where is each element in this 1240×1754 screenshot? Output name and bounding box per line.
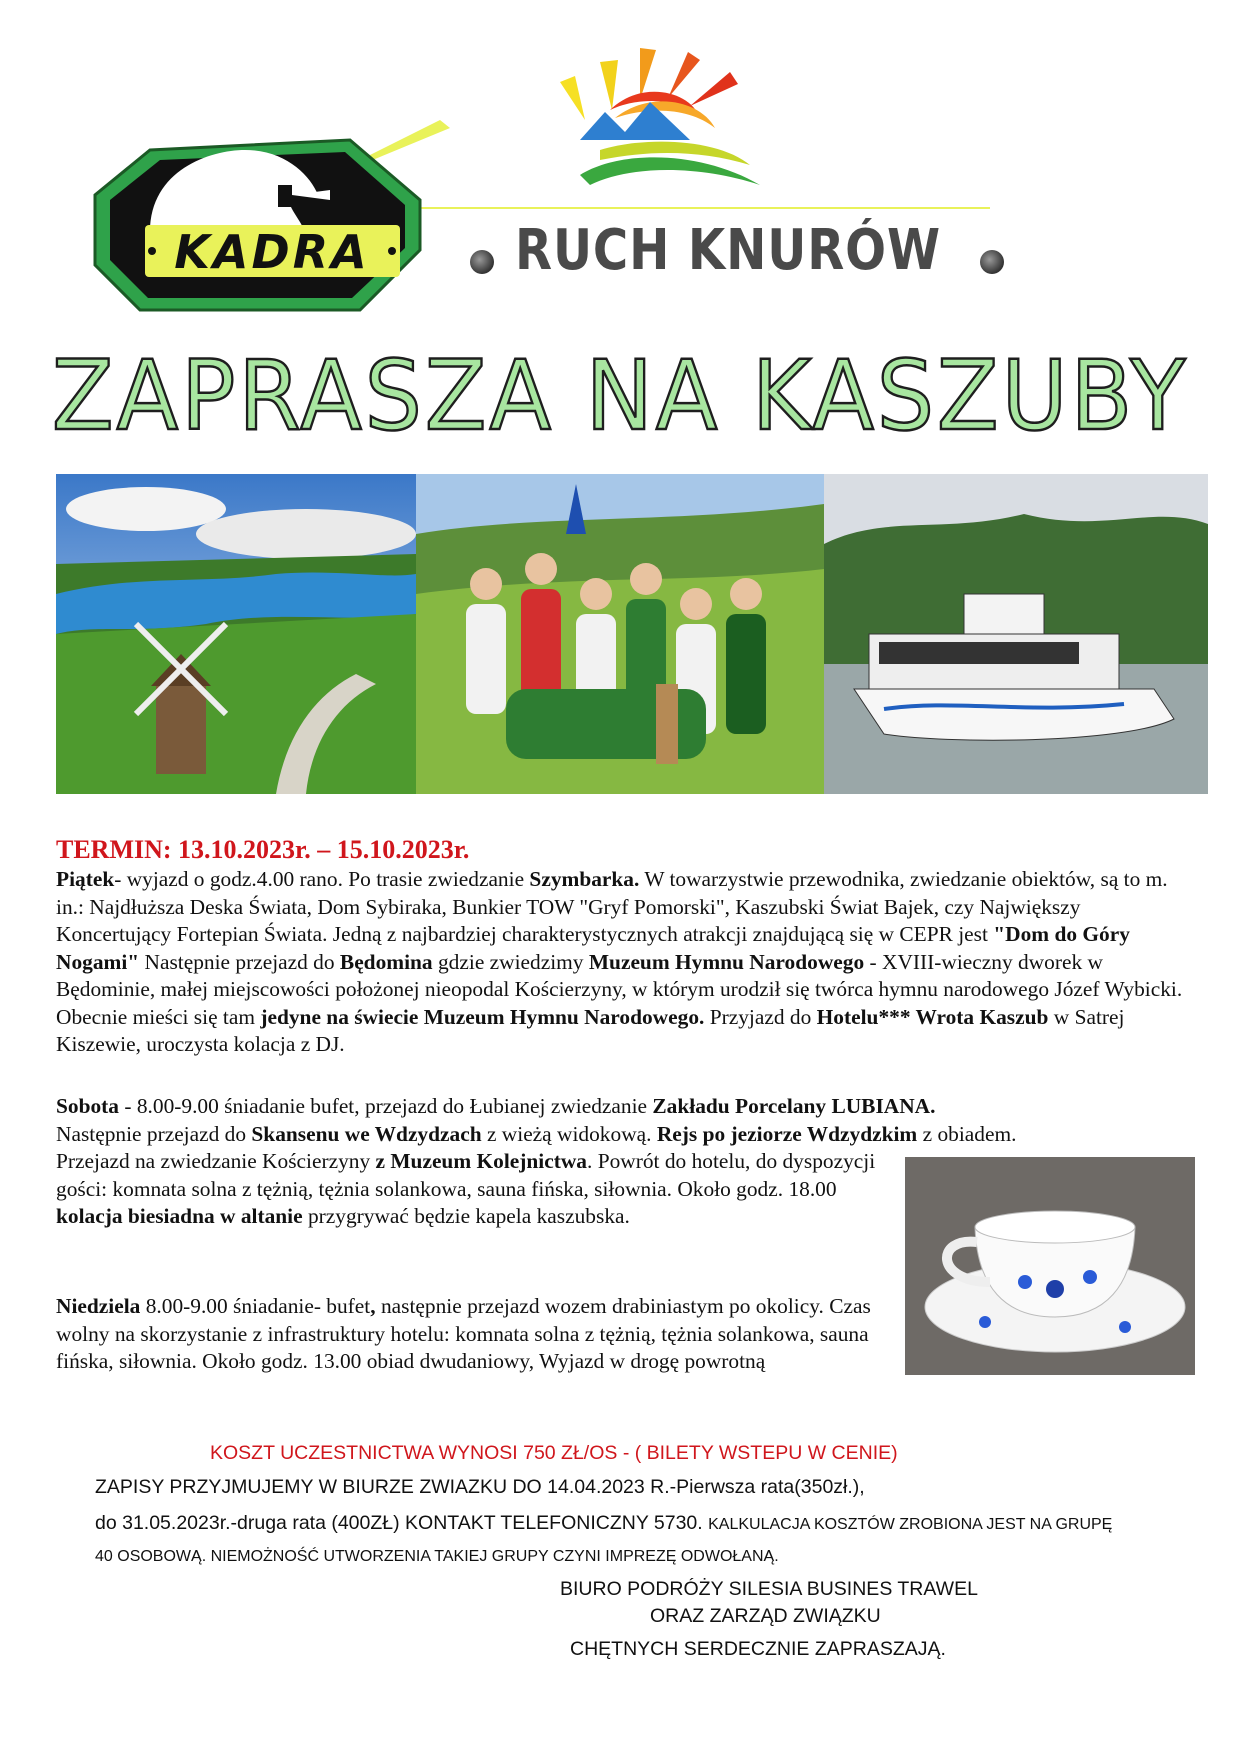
organization-name: RUCH KNURÓW [515, 218, 941, 283]
porcelain-cup-photo [905, 1157, 1195, 1375]
day-label: Sobota [56, 1094, 120, 1118]
highlight: Będomina [339, 949, 433, 974]
text: następnie przejazd wozem drabiniastym po okolicy. Czas wolny na skorzystanie z infrastruktury hotelu: komnata solna z tężnią, tężnia solankowa, sauna fińska, siłownia. Około godz. 13.00 obiad dwudaniowy, Wyjazd w drogę powrotną [56, 1294, 871, 1373]
text: z wieżą widokową. [481, 1121, 657, 1146]
main-heading: ZAPRASZA NA KASZUBY [51, 340, 1189, 452]
signature-line3: CHĘTNYCH SERDECZNIE ZAPRASZAJĄ. [570, 1638, 946, 1660]
text: gdzie zwiedzimy [432, 949, 589, 974]
day-label: Niedziela [56, 1294, 141, 1318]
saturday-paragraph-top [56, 1093, 1186, 1148]
text: z obiadem. [917, 1121, 1017, 1146]
day-label: Piątek [56, 867, 115, 891]
signature-line1: BIURO PODRÓŻY SILESIA BUSINES TRAWEL [560, 1578, 978, 1600]
signup-info-line2 [95, 1512, 1112, 1535]
text: 8.00-9.00 śniadanie- bufet [140, 1294, 371, 1318]
highlight: Hotelu*** Wrota Kaszub [816, 1004, 1049, 1029]
friday-paragraph [56, 866, 1186, 1059]
highlight: Szymbarka. [529, 867, 640, 891]
highlight: "Dom do Góry Nogami" [56, 922, 1130, 974]
saturday-paragraph-bottom [56, 1148, 876, 1231]
text: Przejazd na zwiedzanie Kościerzyny [56, 1149, 376, 1173]
highlight: , [370, 1294, 376, 1318]
signup-info-line1: ZAPISY PRZYJMUJEMY W BIURZE ZWIAZKU DO 14.04.2023 R.-Pierwsza rata(350zł.), [95, 1476, 865, 1498]
text: - wyjazd o godz.4.00 rano. Po trasie zwiedzanie [114, 867, 530, 891]
sunday-paragraph [56, 1293, 876, 1376]
highlight: Muzeum Hymnu Narodowego [588, 949, 865, 974]
electric-boat-photo [824, 474, 1208, 794]
text: KALKULACJA KOSZTÓW ZROBIONA JEST NA GRUPĘ [708, 1516, 1113, 1533]
highlight: Skansenu we Wdzydzach [251, 1121, 482, 1146]
highlight: z Muzeum Kolejnictwa [375, 1149, 587, 1173]
signup-info-line3: 40 OSOBOWĄ. NIEMOŻNOŚĆ UTWORZENIA TAKIEJ GRUPY CZYNI IMPREZĘ ODWOŁANĄ. [95, 1548, 779, 1565]
highlight: kolacja biesiadna w altanie [56, 1204, 303, 1228]
kadra-logo [0, 0, 1240, 340]
trip-dates: TERMIN: 13.10.2023r. – 15.10.2023r. [56, 835, 470, 864]
left-dot-icon [470, 250, 494, 274]
highlight: Rejs po jeziorze Wdzydzkim [656, 1121, 918, 1146]
text: Następnie przejazd do [139, 949, 340, 974]
signature-line2: ORAZ ZARZĄD ZWIĄZKU [650, 1605, 881, 1627]
text: W towarzystwie przewodnika, zwiedzanie obiektów, są to m. in.: Najdłuższa Deska Świata, Dom Sybiraka, Bunkier TOW "Gryf Pomorski", Kaszubski Świat Bajek, czy Największy Koncertujący Fortepian Świata. Jedną z najbardziej charakterystycznych atrakcji znajdującą się w CEPR jest [56, 867, 1168, 946]
text: Przyjazd do [704, 1004, 817, 1029]
highlight: jedyne na świecie Muzeum Hymnu Narodowego. [260, 1004, 705, 1029]
header-logo-area [0, 0, 1240, 340]
highlight: Zakładu Porcelany LUBIANA. [652, 1094, 936, 1118]
lake-windmill-photo [56, 474, 416, 794]
right-dot-icon [980, 250, 1004, 274]
folk-costume-group-photo [416, 474, 824, 794]
text: - 8.00-9.00 śniadanie bufet, przejazd do Łubianej zwiedzanie [119, 1094, 653, 1118]
text: . Powrót do hotelu, do dyspozycji gości: komnata solna z tężnią, tężnia solankowa, sauna fińska, siłownia. Około godz. 18.00 [56, 1149, 876, 1201]
text: - XVIII-wieczny dworek w Będominie, małej miejscowości położonej nieopodal Kościerzyny, w którym urodził się twórca hymnu narodowego Józef Wybicki. Obecnie mieści się tam [56, 949, 1183, 1029]
text: przygrywać będzie kapela kaszubska. [302, 1204, 630, 1228]
cost-info: KOSZT UCZESTNICTWA WYNOSI 750 ZŁ/OS - ( BILETY WSTEPU W CENIE) [210, 1442, 898, 1464]
text: do 31.05.2023r.-druga rata (400ZŁ) KONTAKT TELEFONICZNY 5730. [95, 1512, 709, 1534]
text: Następnie przejazd do [56, 1121, 252, 1146]
text: w Satrej Kiszewie, uroczysta kolacja z DJ. [56, 1004, 1125, 1056]
logo-text: KADRA [174, 225, 370, 279]
